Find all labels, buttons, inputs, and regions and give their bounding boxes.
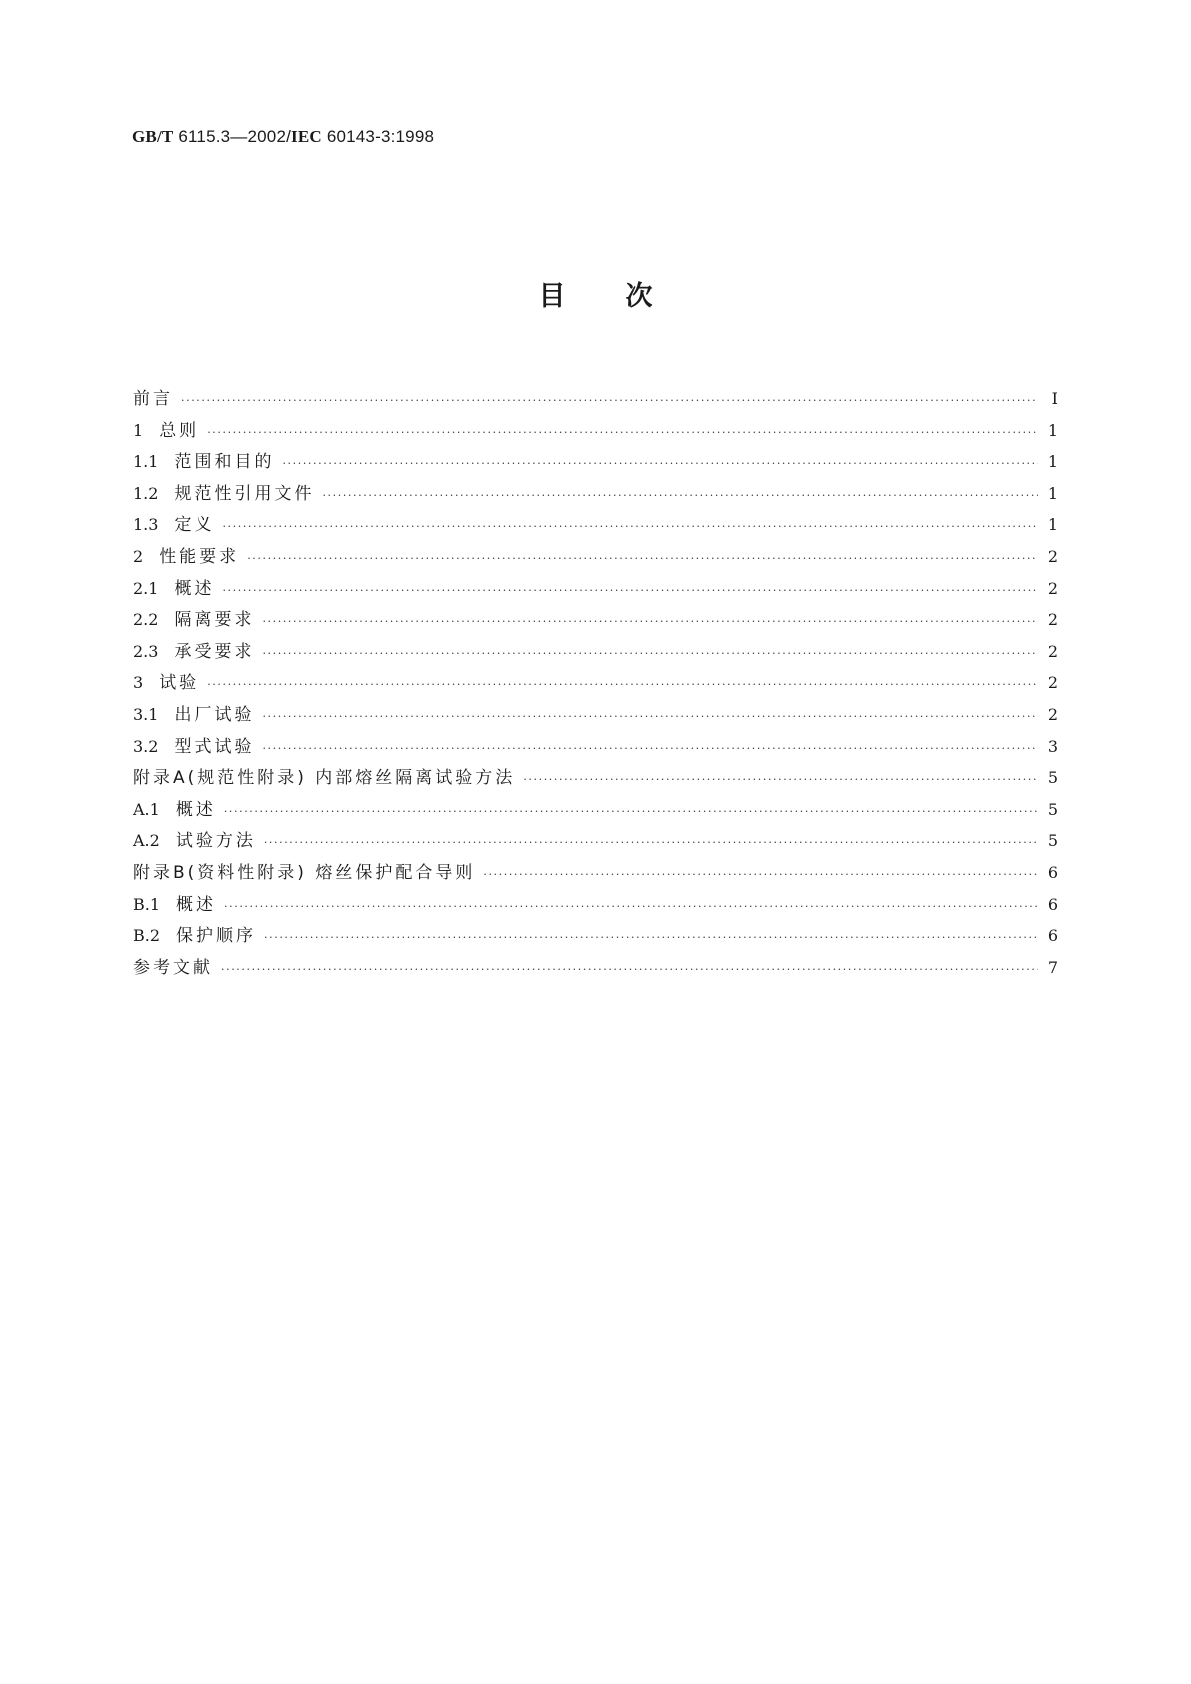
toc-entry-number: 1 bbox=[133, 420, 144, 440]
toc-entry-label: 隔离要求 bbox=[174, 610, 255, 631]
toc-entry-number: B.1 bbox=[133, 894, 161, 914]
toc-entry-1-1[interactable] bbox=[133, 447, 1058, 479]
toc-entry-2-3[interactable] bbox=[133, 637, 1058, 669]
dot-leader bbox=[262, 615, 1038, 628]
toc-entry-number: 2.3 bbox=[133, 641, 159, 661]
toc-entry-number: 2 bbox=[133, 546, 144, 566]
iec-code-prefix: IEC bbox=[291, 127, 322, 146]
toc-entry-2[interactable] bbox=[133, 542, 1058, 574]
dot-leader bbox=[221, 963, 1038, 976]
toc-entry-page: 6 bbox=[1047, 926, 1058, 946]
toc-entry-label: 性能要求 bbox=[159, 546, 240, 567]
toc-entry-annex-b[interactable] bbox=[133, 858, 1058, 890]
table-of-contents bbox=[133, 384, 1058, 984]
toc-entry-number: 2.2 bbox=[133, 610, 159, 630]
toc-entry-label: 参考文献 bbox=[133, 957, 213, 978]
toc-entry-label: 试验方法 bbox=[175, 831, 256, 852]
toc-entry-number: 1.3 bbox=[133, 515, 159, 535]
dot-leader bbox=[264, 931, 1038, 944]
toc-entry-page: 2 bbox=[1047, 578, 1058, 598]
dot-leader bbox=[222, 520, 1038, 533]
toc-entry-label: 保护顺序 bbox=[176, 926, 257, 947]
toc-entry-label: 概述 bbox=[175, 799, 216, 820]
toc-entry-bibliography[interactable] bbox=[133, 953, 1058, 985]
dot-leader bbox=[262, 710, 1038, 723]
dot-leader bbox=[322, 489, 1038, 502]
toc-entry-label: 附录A(规范性附录) 内部熔丝隔离试验方法 bbox=[133, 768, 516, 789]
dot-leader bbox=[523, 773, 1038, 786]
toc-entry-label: 范围和目的 bbox=[174, 452, 275, 473]
toc-entry-label: 出厂试验 bbox=[174, 704, 255, 725]
toc-entry-number: 3 bbox=[133, 673, 144, 693]
toc-entry-number: 3.2 bbox=[133, 736, 159, 756]
toc-entry-3-1[interactable] bbox=[133, 700, 1058, 732]
toc-entry-number: A.2 bbox=[133, 831, 160, 851]
toc-entry-1-3[interactable] bbox=[133, 510, 1058, 542]
toc-entry-label: 前言 bbox=[133, 389, 173, 409]
toc-entry-page: 1 bbox=[1047, 483, 1058, 503]
standard-code-number: 6115.3—2002/ bbox=[173, 127, 292, 146]
toc-entry-page: 6 bbox=[1047, 894, 1058, 914]
toc-entry-page: 1 bbox=[1047, 515, 1058, 535]
toc-entry-page: 1 bbox=[1047, 420, 1058, 440]
standard-number-header bbox=[132, 127, 434, 147]
toc-entry-label: 型式试验 bbox=[174, 736, 255, 757]
toc-entry-page: 2 bbox=[1047, 641, 1058, 661]
toc-entry-a-2[interactable] bbox=[133, 826, 1058, 858]
toc-entry-label: 概述 bbox=[176, 894, 217, 915]
toc-entry-page: 7 bbox=[1047, 957, 1058, 977]
toc-entry-number: 2.1 bbox=[133, 578, 159, 598]
toc-entry-1[interactable] bbox=[133, 416, 1058, 448]
toc-entry-page: 5 bbox=[1047, 831, 1058, 851]
toc-entry-a-1[interactable] bbox=[133, 795, 1058, 827]
toc-entry-b-1[interactable] bbox=[133, 890, 1058, 922]
toc-entry-page: 5 bbox=[1047, 768, 1058, 788]
dot-leader bbox=[262, 742, 1038, 755]
toc-entry-number: A.1 bbox=[133, 799, 160, 819]
toc-entry-page: 5 bbox=[1047, 799, 1058, 819]
toc-entry-label: 试验 bbox=[159, 673, 200, 694]
toc-entry-annex-a[interactable] bbox=[133, 763, 1058, 795]
dot-leader bbox=[207, 678, 1038, 691]
dot-leader bbox=[262, 647, 1038, 660]
dot-leader bbox=[282, 457, 1038, 470]
dot-leader bbox=[483, 868, 1038, 881]
toc-entry-2-2[interactable] bbox=[133, 605, 1058, 637]
toc-entry-page: 2 bbox=[1047, 610, 1058, 630]
dot-leader bbox=[264, 836, 1038, 849]
dot-leader bbox=[224, 900, 1038, 913]
toc-entry-label: 总则 bbox=[159, 420, 200, 441]
toc-entry-number: 3.1 bbox=[133, 704, 159, 724]
dot-leader bbox=[222, 584, 1038, 597]
toc-entry-label: 规范性引用文件 bbox=[174, 483, 315, 504]
toc-entry-page: 2 bbox=[1047, 673, 1058, 693]
toc-entry-number: B.2 bbox=[133, 926, 161, 946]
dot-leader bbox=[207, 426, 1038, 439]
toc-entry-number: 1.1 bbox=[133, 452, 159, 472]
toc-entry-preface[interactable] bbox=[133, 384, 1058, 416]
toc-entry-label: 概述 bbox=[174, 578, 215, 599]
toc-entry-3[interactable] bbox=[133, 668, 1058, 700]
dot-leader bbox=[247, 552, 1038, 565]
toc-entry-page: 3 bbox=[1047, 736, 1058, 756]
toc-entry-page: 2 bbox=[1047, 704, 1058, 724]
toc-entry-page: 2 bbox=[1047, 546, 1058, 566]
toc-entry-page: 6 bbox=[1047, 862, 1058, 882]
toc-entry-label: 附录B(资料性附录) 熔丝保护配合导则 bbox=[133, 862, 476, 883]
toc-entry-label: 承受要求 bbox=[174, 641, 255, 662]
toc-entry-b-2[interactable] bbox=[133, 921, 1058, 953]
iec-code-number: 60143-3:1998 bbox=[321, 127, 435, 146]
toc-entry-3-2[interactable] bbox=[133, 732, 1058, 764]
standard-code-prefix: GB/T bbox=[132, 127, 174, 146]
toc-entry-page: Ⅰ bbox=[1051, 389, 1058, 408]
toc-entry-label: 定义 bbox=[174, 515, 215, 536]
toc-entry-1-2[interactable] bbox=[133, 479, 1058, 511]
toc-entry-number: 1.2 bbox=[133, 483, 159, 503]
toc-entry-2-1[interactable] bbox=[133, 574, 1058, 606]
toc-title: 目次 bbox=[538, 281, 713, 312]
dot-leader bbox=[224, 805, 1038, 818]
dot-leader bbox=[181, 394, 1038, 407]
toc-entry-page: 1 bbox=[1047, 452, 1058, 472]
